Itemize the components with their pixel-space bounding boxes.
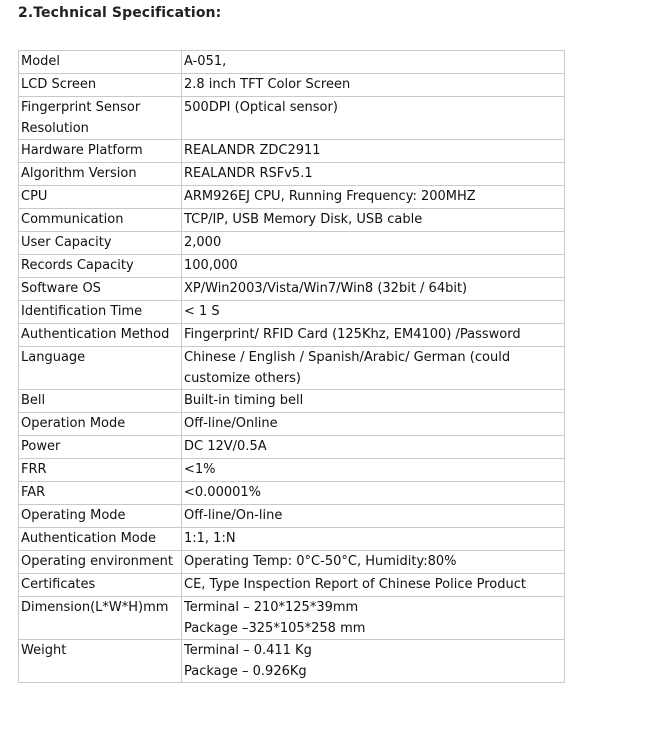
spec-value-cell bbox=[182, 459, 565, 482]
spec-value-cell bbox=[182, 390, 565, 413]
spec-value-cell bbox=[182, 232, 565, 255]
spec-label-cell bbox=[19, 574, 182, 597]
spec-label: Model bbox=[21, 54, 61, 69]
spec-value-cell bbox=[182, 301, 565, 324]
spec-row bbox=[19, 482, 565, 505]
spec-row bbox=[19, 505, 565, 528]
spec-value: < 1 S bbox=[184, 304, 220, 319]
spec-value-cell bbox=[182, 74, 565, 97]
spec-value: 2,000 bbox=[184, 235, 222, 250]
spec-label: FAR bbox=[21, 485, 46, 500]
spec-value: Chinese / English / Spanish/Arabic/ German (could bbox=[184, 350, 511, 365]
spec-label: Language bbox=[21, 350, 86, 365]
spec-value: customize others) bbox=[184, 371, 301, 386]
spec-value: <1% bbox=[184, 462, 216, 477]
spec-value-cell bbox=[182, 574, 565, 597]
spec-value: Package – 0.926Kg bbox=[184, 664, 307, 679]
spec-label: Authentication Method bbox=[21, 327, 170, 342]
spec-value: Operating Temp: 0°C-50°C, Humidity:80% bbox=[184, 554, 457, 569]
spec-label: User Capacity bbox=[21, 235, 112, 250]
spec-value: REALANDR ZDC2911 bbox=[184, 143, 321, 158]
spec-label-cell bbox=[19, 163, 182, 186]
spec-value: <0.00001% bbox=[184, 485, 262, 500]
spec-label-cell bbox=[19, 140, 182, 163]
spec-value-cell bbox=[182, 482, 565, 505]
spec-label: Bell bbox=[21, 393, 46, 408]
spec-row bbox=[19, 347, 565, 390]
spec-label: Resolution bbox=[21, 121, 89, 136]
spec-label: Dimension(L*W*H)mm bbox=[21, 600, 169, 615]
spec-label-cell bbox=[19, 51, 182, 74]
spec-value-cell bbox=[182, 505, 565, 528]
spec-label-cell bbox=[19, 413, 182, 436]
spec-row bbox=[19, 186, 565, 209]
spec-label: Records Capacity bbox=[21, 258, 134, 273]
spec-value: REALANDR RSFv5.1 bbox=[184, 166, 313, 181]
spec-label-cell bbox=[19, 482, 182, 505]
spec-value: Fingerprint/ RFID Card (125Khz, EM4100) /Password bbox=[184, 327, 521, 342]
spec-label-cell bbox=[19, 528, 182, 551]
spec-label: Hardware Platform bbox=[21, 143, 143, 158]
spec-label-cell bbox=[19, 551, 182, 574]
spec-label: Communication bbox=[21, 212, 124, 227]
spec-row bbox=[19, 51, 565, 74]
spec-value: Terminal – 210*125*39mm bbox=[184, 600, 359, 615]
spec-value-cell bbox=[182, 528, 565, 551]
spec-row bbox=[19, 140, 565, 163]
spec-value-cell bbox=[182, 209, 565, 232]
spec-value: Package –325*105*258 mm bbox=[184, 621, 366, 636]
spec-row bbox=[19, 551, 565, 574]
spec-label: FRR bbox=[21, 462, 47, 477]
spec-label: Weight bbox=[21, 643, 67, 658]
spec-value: Off-line/On-line bbox=[184, 508, 283, 523]
spec-row bbox=[19, 528, 565, 551]
spec-label-cell bbox=[19, 347, 182, 390]
spec-row bbox=[19, 232, 565, 255]
spec-row bbox=[19, 597, 565, 640]
spec-row bbox=[19, 459, 565, 482]
spec-label-cell bbox=[19, 186, 182, 209]
spec-label: Power bbox=[21, 439, 61, 454]
spec-value: 500DPI (Optical sensor) bbox=[184, 100, 338, 115]
spec-value-cell bbox=[182, 51, 565, 74]
spec-value: 2.8 inch TFT Color Screen bbox=[184, 77, 351, 92]
spec-label-cell bbox=[19, 301, 182, 324]
spec-row bbox=[19, 574, 565, 597]
spec-value: Terminal – 0.411 Kg bbox=[184, 643, 312, 658]
spec-row bbox=[19, 436, 565, 459]
spec-label-cell bbox=[19, 255, 182, 278]
spec-value-cell bbox=[182, 97, 565, 140]
spec-label-cell bbox=[19, 97, 182, 140]
spec-value-cell bbox=[182, 186, 565, 209]
spec-label: Operating environment bbox=[21, 554, 173, 569]
spec-label: Algorithm Version bbox=[21, 166, 137, 181]
spec-label: Certificates bbox=[21, 577, 96, 592]
spec-row bbox=[19, 301, 565, 324]
spec-value: ARM926EJ CPU, Running Frequency: 200MHZ bbox=[184, 189, 476, 204]
spec-value-cell bbox=[182, 551, 565, 574]
spec-table-body bbox=[19, 51, 565, 683]
spec-value: 1:1, 1:N bbox=[184, 531, 236, 546]
spec-label: Identification Time bbox=[21, 304, 143, 319]
spec-row bbox=[19, 74, 565, 97]
spec-value: XP/Win2003/Vista/Win7/Win8 (32bit / 64bit) bbox=[184, 281, 468, 296]
spec-row bbox=[19, 324, 565, 347]
spec-label-cell bbox=[19, 436, 182, 459]
spec-label-cell bbox=[19, 597, 182, 640]
spec-label-cell bbox=[19, 209, 182, 232]
spec-label-cell bbox=[19, 324, 182, 347]
spec-label: CPU bbox=[21, 189, 48, 204]
spec-label: Software OS bbox=[21, 281, 101, 296]
spec-label: LCD Screen bbox=[21, 77, 97, 92]
spec-label: Fingerprint Sensor bbox=[21, 100, 141, 115]
spec-value: TCP/IP, USB Memory Disk, USB cable bbox=[184, 212, 423, 227]
spec-value: DC 12V/0.5A bbox=[184, 439, 267, 454]
spec-value: A-051, bbox=[184, 54, 227, 69]
spec-row bbox=[19, 255, 565, 278]
spec-value: Built-in timing bell bbox=[184, 393, 304, 408]
spec-row bbox=[19, 413, 565, 436]
spec-row bbox=[19, 163, 565, 186]
spec-row bbox=[19, 209, 565, 232]
spec-row bbox=[19, 97, 565, 140]
spec-label-cell bbox=[19, 232, 182, 255]
spec-row bbox=[19, 390, 565, 413]
spec-value-cell bbox=[182, 347, 565, 390]
spec-value-cell bbox=[182, 255, 565, 278]
spec-label-cell bbox=[19, 74, 182, 97]
spec-label-cell bbox=[19, 278, 182, 301]
spec-value-cell bbox=[182, 413, 565, 436]
spec-value: CE, Type Inspection Report of Chinese Police Product bbox=[184, 577, 526, 592]
spec-value-cell bbox=[182, 278, 565, 301]
spec-value-cell bbox=[182, 140, 565, 163]
spec-row bbox=[19, 278, 565, 301]
spec-value-cell bbox=[182, 436, 565, 459]
spec-value: Off-line/Online bbox=[184, 416, 278, 431]
spec-value: 100,000 bbox=[184, 258, 238, 273]
section-heading: 2.Technical Specification: bbox=[18, 5, 222, 21]
spec-label: Operating Mode bbox=[21, 508, 126, 523]
spec-value-cell bbox=[182, 640, 565, 683]
spec-label-cell bbox=[19, 505, 182, 528]
spec-label-cell bbox=[19, 390, 182, 413]
spec-label-cell bbox=[19, 640, 182, 683]
technical-specification-table bbox=[18, 50, 565, 683]
spec-row bbox=[19, 640, 565, 683]
spec-value-cell bbox=[182, 163, 565, 186]
spec-label: Authentication Mode bbox=[21, 531, 156, 546]
spec-label: Operation Mode bbox=[21, 416, 126, 431]
spec-value-cell bbox=[182, 324, 565, 347]
spec-label-cell bbox=[19, 459, 182, 482]
spec-value-cell bbox=[182, 597, 565, 640]
